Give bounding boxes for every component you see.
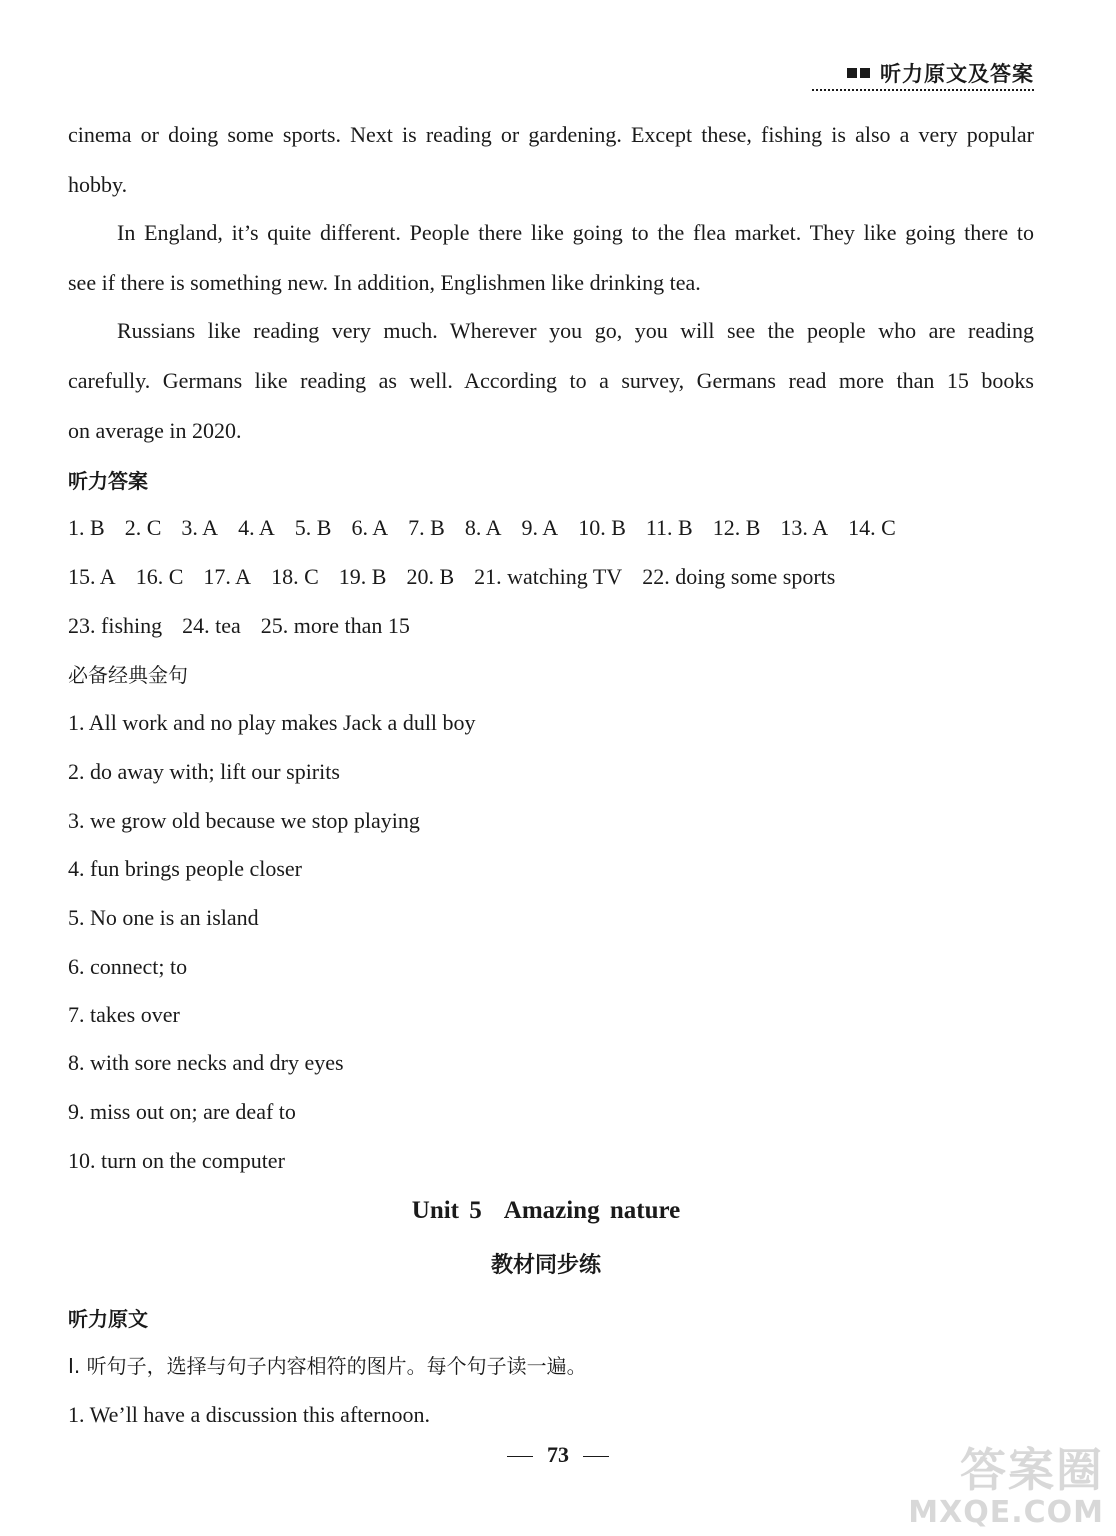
answer-item: 4. A <box>238 515 275 540</box>
sentence-item: 9. miss out on; are deaf to <box>68 1099 296 1124</box>
answer-item: 19. B <box>338 564 387 589</box>
answer-item: 24. tea <box>182 613 241 638</box>
answer-item: 25. more than 15 <box>260 613 410 638</box>
listening-instruction: Ⅰ. 听句子，选择与句子内容相符的图片。每个句子读一遍。 <box>68 1354 587 1378</box>
answer-item: 17. A <box>203 564 252 589</box>
header-title: 听力原文及答案 <box>880 62 1034 86</box>
sentence-item: 8. with sore necks and dry eyes <box>68 1050 344 1075</box>
passage-line: carefully. Germans like reading as well. According to a survey, Germans read more than 15 books <box>68 368 1034 393</box>
page-number-value: 73 <box>547 1442 569 1467</box>
passage-line: hobby. <box>68 172 128 197</box>
watermark-cn: 答案圈 <box>960 1443 1104 1497</box>
sentence-item: 1. All work and no play makes Jack a dull boy <box>68 710 476 735</box>
answer-item: 20. B <box>406 564 455 589</box>
header-squares-icon <box>847 68 870 78</box>
answer-item: 23. fishing <box>68 613 163 638</box>
watermark-en: MXQE.COM <box>908 1495 1104 1530</box>
unit-number: Unit 5 <box>411 1197 482 1224</box>
unit-name: Amazing nature <box>503 1197 681 1224</box>
sentence-item: 3. we grow old because we stop playing <box>68 808 420 833</box>
answer-item: 21. watching TV <box>474 564 623 589</box>
answers-heading: 听力答案 <box>68 469 148 493</box>
answer-item: 22. doing some sports <box>642 564 836 589</box>
answer-item: 7. B <box>408 515 445 540</box>
sentence-item: 5. No one is an island <box>68 905 259 930</box>
passage-line: In England, it’s quite different. People there like going to the flea market. They like going there to <box>117 220 1034 245</box>
answer-item: 14. C <box>848 515 896 540</box>
answer-item: 9. A <box>521 515 559 540</box>
answer-item: 11. B <box>645 515 693 540</box>
answer-item: 5. B <box>294 515 332 540</box>
watermark-logo <box>908 1434 1110 1530</box>
sentence-item: 2. do away with; lift our spirits <box>68 759 340 784</box>
answer-item: 10. B <box>578 515 626 540</box>
header-dotted-rule <box>812 89 1034 91</box>
passage-line: Russians like reading very much. Wherever you go, you will see the people who are reading <box>117 318 1034 343</box>
answer-item: 2. C <box>124 515 162 540</box>
page-dash-left <box>507 1456 533 1457</box>
passage-line: on average in 2020. <box>68 418 242 443</box>
passage-line: cinema or doing some sports. Next is reading or gardening. Except these, fishing is also a very popular <box>68 122 1034 147</box>
listening-sentence: 1. We’ll have a discussion this afternoon. <box>68 1402 430 1427</box>
answers-row-3 <box>68 613 410 639</box>
answer-item: 18. C <box>271 564 319 589</box>
answers-row-1 <box>68 515 896 541</box>
running-header <box>847 58 1034 88</box>
sentence-item: 7. takes over <box>68 1002 180 1027</box>
page-dash-right <box>583 1456 609 1457</box>
unit-title <box>0 1196 1092 1226</box>
answer-item: 16. C <box>135 564 184 589</box>
answer-item: 6. A <box>351 515 389 540</box>
passage-line: see if there is something new. In addition, Englishmen like drinking tea. <box>68 270 701 295</box>
answer-item: 1. B <box>68 515 105 540</box>
sentence-item: 4. fun brings people closer <box>68 856 302 881</box>
section-title: 教材同步练 <box>490 1253 601 1278</box>
answer-item: 3. A <box>181 515 219 540</box>
sentences-heading: 必备经典金句 <box>68 663 188 687</box>
answer-item: 15. A <box>68 564 116 589</box>
answer-item: 13. A <box>780 515 829 540</box>
answer-item: 8. A <box>464 515 502 540</box>
answer-item: 12. B <box>712 515 761 540</box>
answers-row-2 <box>68 564 835 590</box>
sentence-item: 6. connect; to <box>68 954 188 979</box>
sentence-item: 10. turn on the computer <box>68 1148 285 1173</box>
listening-heading: 听力原文 <box>68 1307 148 1331</box>
